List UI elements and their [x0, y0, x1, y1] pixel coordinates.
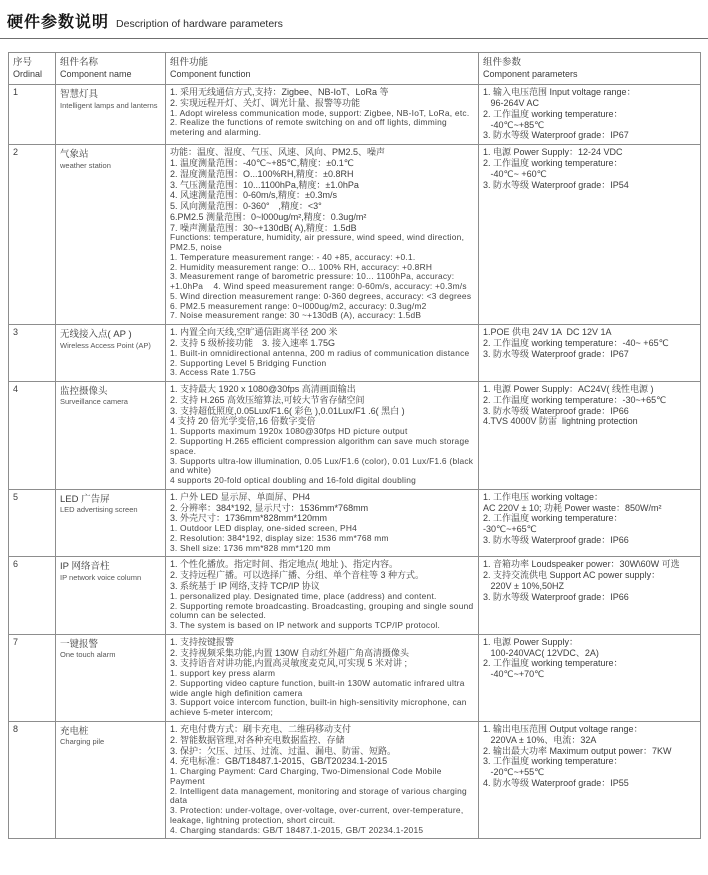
param-text-line: 220VA ± 10%、电流：32A: [483, 734, 597, 745]
table-row: [9, 489, 701, 557]
component-params-cell: [479, 721, 701, 838]
param-text-line: 1. 电源 Power Supply：: [483, 636, 579, 647]
function-text-line: 3. Supports ultra-low illumination, 0.05 Lux/F1.6 (color), 0.01 Lux/F1.6 (black and white): [170, 455, 476, 476]
param-text-line: 1. 工作电压 working voltage：: [483, 491, 604, 502]
param-text-line: 2. 工作温度 working temperature：: [483, 513, 623, 524]
function-text-line: 1. Outdoor LED display, one-sided screen, PH4: [170, 523, 358, 534]
param-text-line: 2. 支持交流供电 Support AC power supply：: [483, 570, 661, 581]
component-name-cell: [56, 325, 166, 382]
function-text-line: 2. Intelligent data management, monitoring and storage of various charging data: [170, 785, 470, 806]
component-name-cell: [56, 634, 166, 721]
function-text-line: 4. Charging standards: GB/T 18487.1-2015, GB/T 20234.1-2015: [170, 824, 424, 835]
param-text-line: 2. 工作温度 working temperature：: [483, 658, 623, 669]
function-text-line: 2. Resolution: 384*192, display size: 1536 mm*768 mm: [170, 532, 389, 543]
param-text-line: 100-240VAC( 12VDC、2A): [483, 647, 599, 658]
function-text-line: 3. 支持语音对讲功能,内置高灵敏度麦克风,可实现 5 米对讲 ;: [170, 658, 408, 669]
function-text-line: 4 supports 20-fold optical doubling and 16-fold digital doubling: [170, 475, 417, 486]
param-text-line: 2. 工作温度 working temperature：: [483, 108, 623, 119]
component-name-zh: 充电桩: [60, 725, 89, 737]
component-function-cell: [166, 325, 479, 382]
table-header-row: [9, 53, 701, 85]
header-cell-2: [166, 53, 479, 85]
function-text-line: 1. 内置全向天线,空旷通信距离半径 200 米: [170, 327, 338, 338]
param-text-line: 3. 防水等级 Waterproof grade：IP66: [483, 591, 629, 602]
param-text-line: 2. 工作温度 working temperature：: [483, 157, 623, 168]
component-params-cell: [479, 489, 701, 557]
param-text-line: 2. 工作温度 working temperature：-40~ +65℃: [483, 338, 669, 349]
function-text-line: 3. The system is based on IP network and supports TCP/IP protocol.: [170, 620, 441, 631]
function-text-line: Functions: temperature, humidity, air pressure, wind speed, wind direction, PM2.5, noise: [170, 232, 467, 253]
param-text-line: 2. 工作温度 working temperature：-30~+65℃: [483, 394, 667, 405]
component-name-en: Surveillance camera: [60, 397, 128, 407]
ordinal-cell: 3: [9, 325, 56, 382]
function-text-line: 2. Realize the functions of remote switching on and off lights, dimming metering and alarming.: [170, 117, 450, 138]
function-text-line: 功能：温度、湿度、气压、风速、风向、PM2.5、噪声: [170, 147, 386, 158]
param-text-line: 1. 音箱功率 Loudspeaker power：30W\60W 可选: [483, 559, 680, 570]
function-text-line: 3. Access Rate 1.75G: [170, 367, 257, 378]
function-text-line: 1. 支持最大 1920 x 1080@30fps 高清画面输出: [170, 384, 356, 395]
function-text-line: 2. Humidity measurement range: O... 100% RH, accuracy: +0.8RH: [170, 261, 433, 272]
function-text-line: 5. 风向测量范围：0-360°ㅤ,精度：<3°: [170, 201, 322, 212]
component-name-zh: 监控摄像头: [60, 386, 108, 398]
function-text-line: 2. 湿度测量范围：O...100%RH,精度：±0.8RH: [170, 168, 354, 179]
ordinal-cell: 8: [9, 721, 56, 838]
ordinal-cell: 5: [9, 489, 56, 557]
function-text-line: 2. 支持 H.265 高效压缩算法,可较大节省存储空间: [170, 394, 365, 405]
component-name-cell: [56, 489, 166, 557]
function-text-line: 1. 户外 LED 显示屏、单面屏、PH4: [170, 491, 311, 502]
ordinal-cell: 6: [9, 557, 56, 634]
param-text-line: 4. 防水等级 Waterproof grade：IP55: [483, 777, 629, 788]
function-text-line: 3. 保护：欠压、过压、过流、过温、漏电、防雷、短路。: [170, 745, 397, 756]
param-text-line: 3. 防水等级 Waterproof grade：IP67: [483, 348, 629, 359]
header-zh-label: 组件功能: [170, 57, 209, 68]
component-name-en: IP network voice column: [60, 572, 142, 582]
header-en-label: Component name: [60, 68, 132, 79]
param-text-line: 1. 输出电压范围 Output voltage range：: [483, 723, 643, 734]
function-text-line: 7. Noise measurement range: 30 ~+130dB (A), accuracy: 1.5dB: [170, 310, 422, 321]
function-text-line: 1. 充电付费方式：刷卡充电、二维码移动支付: [170, 723, 352, 734]
header-en-label: Ordinal: [13, 68, 43, 79]
page-title: [0, 0, 708, 32]
header-en-label: Component parameters: [483, 68, 578, 79]
table-body: [9, 85, 701, 839]
component-name-zh: 一键报警: [60, 638, 99, 650]
function-text-line: 4 支持 20 倍光学变倍,16 倍数字变倍: [170, 416, 316, 427]
param-text-line: 3. 防水等级 Waterproof grade：IP67: [483, 130, 629, 141]
function-text-line: 1. Temperature measurement range: - 40 +85, accuracy: +0.1.: [170, 251, 416, 262]
function-text-line: 6.PM2.5 测量范围：0~l000ug/m²,精度：0.3ug/m²: [170, 211, 367, 222]
function-text-line: 4. 风速测量范围：0-60m/s,精度：±0.3m/s: [170, 190, 337, 201]
param-text-line: -30℃~+65℃: [483, 524, 537, 535]
component-name-en: LED advertising screen: [60, 505, 138, 515]
function-text-line: 3. 系统基于 IP 网络,支持 TCP/IP 协议: [170, 581, 320, 591]
component-name-cell: [56, 145, 166, 325]
param-text-line: AC 220V ± 10; 功耗 Power waste：850W/m²: [483, 502, 662, 513]
component-function-cell: [166, 489, 479, 557]
param-text-line: 1. 电源 Power Supply：AC24V( 线性电源 ): [483, 384, 654, 395]
function-text-line: 3. 气压测量范围：10...1100hPa,精度：±1.0hPa: [170, 179, 359, 190]
function-text-line: 2. Supporting H.265 efficient compression algorithm can save much storage space.: [170, 436, 472, 456]
param-text-line: 220V ± 10%,50HZ: [483, 581, 564, 591]
header-en-label: Component function: [170, 68, 251, 79]
function-text-line: 3. 外壳尺寸：1736mm*828mm*120mm: [170, 513, 328, 524]
hardware-parameters-table: [8, 52, 701, 839]
component-params-cell: [479, 634, 701, 721]
param-text-line: 1. 电源 Power Supply：12-24 VDC: [483, 147, 623, 158]
table-row: [9, 634, 701, 721]
component-function-cell: [166, 721, 479, 838]
function-text-line: 2. 支持视频采集功能,内置 130W 自动红外超广角高清摄像头: [170, 647, 410, 658]
component-name-zh: 气象站: [60, 149, 89, 161]
function-text-line: 1. Charging Payment: Card Charging, Two-Dimensional Code Mobile Payment: [170, 766, 445, 786]
param-text-line: 3. 工作温度 working temperature：: [483, 756, 623, 767]
component-name-zh: 无线接入点( AP ): [60, 329, 132, 341]
component-name-cell: [56, 721, 166, 838]
function-text-line: 2. 分辨率：384*192, 显示尺寸：1536mm*768mm: [170, 502, 369, 513]
param-text-line: 3. 防水等级 Waterproof grade：IP66: [483, 405, 629, 416]
header-cell-3: [479, 53, 701, 85]
function-text-line: 2. 实现远程开灯、关灯、调光计量、报警等功能: [170, 97, 361, 108]
component-name-en: Wireless Access Point (AP): [60, 340, 151, 350]
function-text-line: 1. 采用无线通信方式,支持：Zigbee、NB-IoT、LoRa 等: [170, 87, 389, 98]
param-text-line: -20℃~+55℃: [483, 767, 545, 778]
function-text-line: 3. Measurement range of barometric pressure: 10... 1100hPa, accuracy: +1.0hPa 4. Wind speed measurement range: 0-60m/s, accuracy: +0.3m/s 5. Wind direction measurement range: 0-360 degrees, accuracy: <3 degrees 6. PM2.5 measurement range: 0~l000ug/m2, accuracy: 0.3ug/m2: [170, 271, 482, 311]
function-text-line: 2. Supporting Level 5 Bridging Function: [170, 357, 327, 368]
table-row: [9, 325, 701, 382]
ordinal-cell: 4: [9, 382, 56, 490]
page-title-en: Description of hardware parameters: [116, 18, 283, 30]
component-params-cell: [479, 382, 701, 490]
param-text-line: 96-264V AC: [483, 97, 540, 108]
param-text-line: 3. 防水等级 Waterproof grade：IP66: [483, 534, 629, 545]
function-text-line: 2. Supporting remote broadcasting. Broadcasting, grouping and single sound column can be selected.: [170, 600, 477, 621]
component-name-en: weather station: [60, 160, 111, 170]
param-text-line: -40℃~ +60℃: [483, 168, 547, 179]
function-text-line: 3. Support voice intercom function, built-in high-sensitivity microphone, can achieve 5-meter intercom;: [170, 697, 470, 718]
component-function-cell: [166, 634, 479, 721]
component-function-cell: [166, 85, 479, 145]
table-row: [9, 721, 701, 838]
header-zh-label: 组件参数: [483, 57, 522, 68]
param-text-line: 3. 防水等级 Waterproof grade：IP54: [483, 179, 629, 190]
header-zh-label: 序号: [13, 57, 33, 68]
component-function-cell: [166, 557, 479, 634]
table-row: [9, 85, 701, 145]
function-text-line: 1. 温度测量范围：-40℃~+85℃,精度：±0.1℃: [170, 157, 354, 168]
header-zh-label: 组件名称: [60, 57, 99, 68]
table-row: [9, 145, 701, 325]
function-text-line: 1. Built-in omnidirectional antenna, 200 m radius of communication distance: [170, 347, 470, 358]
function-text-line: 3. Shell size: 1736 mm*828 mm*120 mm: [170, 542, 331, 553]
component-name-zh: 智慧灯具: [60, 89, 99, 101]
component-name-en: Charging pile: [60, 737, 105, 747]
ordinal-cell: 7: [9, 634, 56, 721]
ordinal-cell: 2: [9, 145, 56, 325]
component-function-cell: [166, 382, 479, 490]
function-text-line: 7. 噪声测量范围：30~+130dB( A),精度：1.5dB: [170, 222, 357, 233]
component-params-cell: [479, 557, 701, 634]
table-row: [9, 382, 701, 490]
function-text-line: 2. Supporting video capture function, built-in 130W automatic infrared ultra wide angle high definition camera: [170, 677, 468, 698]
function-text-line: 1. 支持按键报警: [170, 636, 235, 647]
function-text-line: 4. 充电标准：GB/T18487.1-2015、GB/T20234.1-2015: [170, 756, 388, 767]
component-name-cell: [56, 382, 166, 490]
param-text-line: 1. 输入电压范围 Input voltage range：: [483, 87, 636, 98]
param-text-line: 2. 输出最大功率 Maximum output power：7KW: [483, 745, 672, 756]
function-text-line: 3. Protection: under-voltage, over-voltage, over-current, over-temperature, leakage, lightning protection, short circuit.: [170, 805, 466, 825]
component-name-zh: IP 网络音柱: [60, 561, 110, 573]
component-name-zh: LED 广告屏: [60, 493, 110, 505]
header-cell-0: [9, 53, 56, 85]
function-text-line: 1. personalized play. Designated time, place (address) and content.: [170, 590, 437, 601]
component-name-cell: [56, 557, 166, 634]
function-text-line: 2. 支持 5 级桥接功能 3. 接入速率 1.75G: [170, 338, 336, 349]
function-text-line: 1. 个性化播放。指定时间、指定地点( 地址 )、指定内容。: [170, 559, 399, 570]
component-name-en: One touch alarm: [60, 650, 116, 660]
title-divider: [0, 38, 708, 39]
function-text-line: 2. 支持远程广播。可以选择广播、分组、单个音柱等 3 种方式。: [170, 570, 425, 581]
header-cell-1: [56, 53, 166, 85]
component-params-cell: [479, 145, 701, 325]
param-text-line: 1.POE 供电 24V 1A DC 12V 1A: [483, 327, 612, 338]
function-text-line: 2. 智能数据管理,对各种充电数据监控、存储: [170, 734, 345, 745]
function-text-line: 1. Adopt wireless communication mode, support: Zigbee, NB-IoT, LoRa, etc.: [170, 107, 470, 118]
ordinal-cell: 1: [9, 85, 56, 145]
param-text-line: -40℃~+85℃: [483, 119, 545, 130]
function-text-line: 1. support key press alarm: [170, 668, 276, 679]
function-text-line: 1. Supports maximum 1920x 1080@30fps HD picture output: [170, 426, 408, 437]
component-name-en: Intelligent lamps and lanterns: [60, 100, 158, 110]
table-row: [9, 557, 701, 634]
function-text-line: 3. 支持超低照度,0.05Lux/F1.6( 彩色 ),0.01Lux/F1 .6( 黑白 ): [170, 405, 405, 416]
component-name-cell: [56, 85, 166, 145]
page-title-zh: 硬件参数说明: [7, 14, 110, 31]
component-params-cell: [479, 325, 701, 382]
param-text-line: 4.TVS 4000V 防雷 lightning protection: [483, 416, 638, 427]
component-function-cell: [166, 145, 482, 325]
param-text-line: -40℃~+70℃: [483, 669, 545, 680]
component-params-cell: [479, 85, 701, 145]
